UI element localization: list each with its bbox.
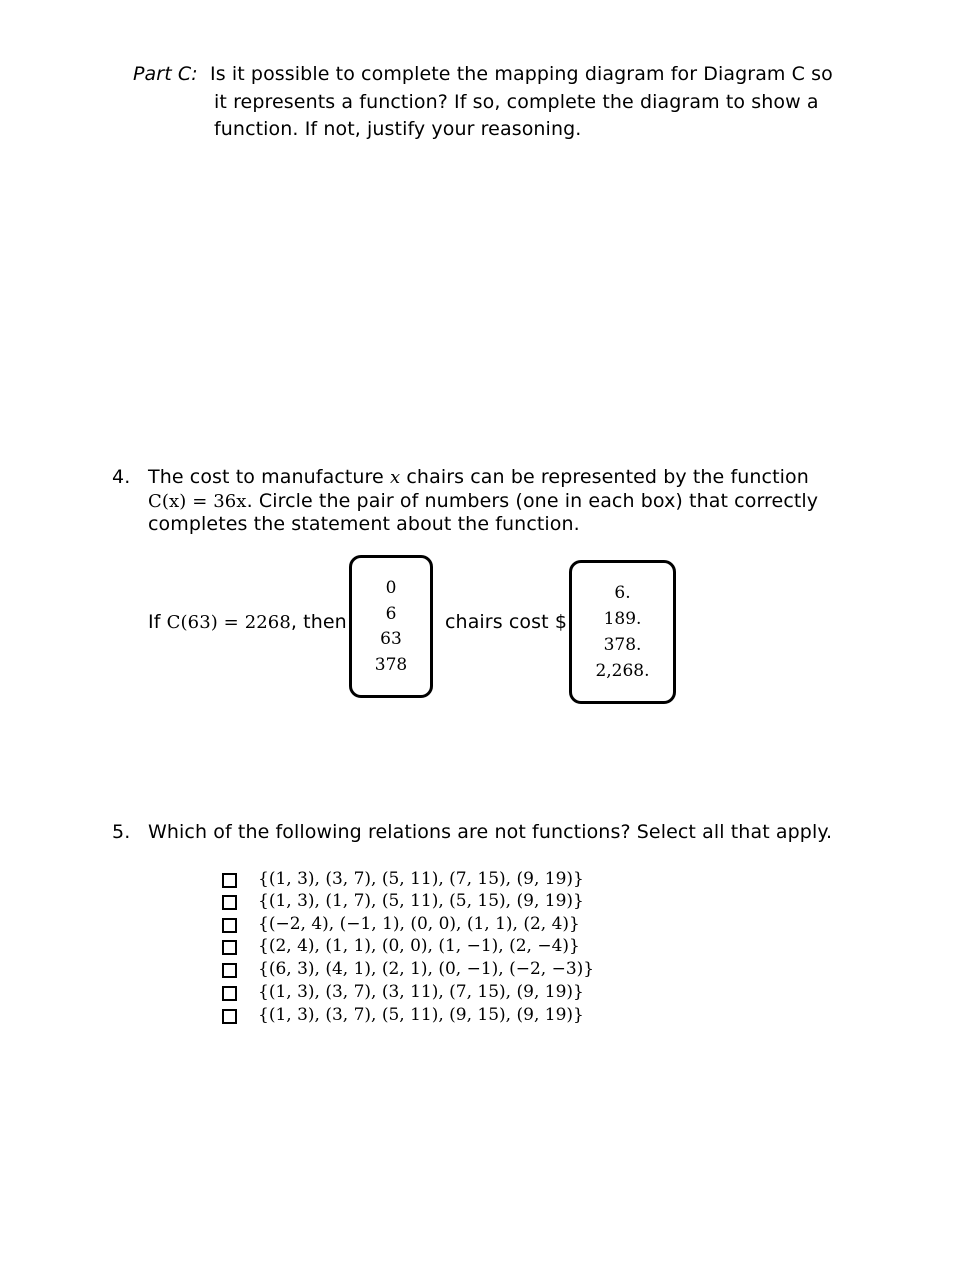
chairs-choice-box: [349, 555, 433, 698]
question-4-line-1: [148, 466, 809, 488]
part-c-prompt-line-3: function. If not, justify your reasoning.: [214, 118, 582, 140]
relation-option-label: {(6, 3), (4, 1), (2, 1), (0, −1), (−2, −3)}: [258, 959, 595, 979]
cost-option[interactable]: 6.: [614, 583, 631, 603]
q4-variable-x: x: [389, 467, 401, 488]
relation-option-label: {(−2, 4), (−1, 1), (0, 0), (1, 1), (2, 4)}: [258, 914, 580, 934]
checkbox-icon[interactable]: [222, 918, 237, 933]
q4-statement-prefix: [148, 611, 347, 633]
chairs-option[interactable]: 0: [385, 578, 397, 598]
q4-statement-middle: chairs cost $: [445, 611, 568, 633]
q4-line1-pre: The cost to manufacture: [148, 466, 390, 488]
relation-option-label: {(1, 3), (1, 7), (5, 11), (5, 15), (9, 19)}: [258, 891, 584, 911]
cost-option[interactable]: 2,268.: [595, 661, 650, 681]
checkbox-icon[interactable]: [222, 1009, 237, 1024]
q4-statement-then: , then: [290, 611, 347, 633]
q4-function-definition: C(x) = 36x: [148, 491, 247, 512]
cost-option[interactable]: 378.: [603, 635, 642, 655]
part-c-prompt-line-1: Is it possible to complete the mapping diagram for Diagram C so: [210, 63, 833, 85]
question-5-number: 5.: [112, 821, 131, 843]
cost-choice-box: [569, 560, 676, 704]
q4-line1-post: chairs can be represented by the function: [400, 466, 809, 488]
part-c-label: Part C:: [133, 63, 198, 85]
part-c-prompt-line-2: it represents a function? If so, complete the diagram to show a: [214, 91, 819, 113]
relation-option-label: {(1, 3), (3, 7), (5, 11), (7, 15), (9, 19)}: [258, 869, 584, 889]
relation-option-label: {(1, 3), (3, 7), (5, 11), (9, 15), (9, 19)}: [258, 1005, 584, 1025]
q4-statement-if: If: [148, 611, 167, 633]
relation-option-label: {(2, 4), (1, 1), (0, 0), (1, −1), (2, −4)}: [258, 936, 580, 956]
checkbox-icon[interactable]: [222, 895, 237, 910]
question-4-line-3: completes the statement about the function.: [148, 513, 580, 535]
chairs-option[interactable]: 378: [374, 655, 408, 675]
checkbox-icon[interactable]: [222, 986, 237, 1001]
q4-line2-post: . Circle the pair of numbers (one in each box) that correctly: [246, 490, 819, 512]
question-4-line-2: [148, 490, 818, 512]
cost-option[interactable]: 189.: [603, 609, 642, 629]
chairs-option[interactable]: 63: [380, 629, 402, 649]
relation-option-label: {(1, 3), (3, 7), (3, 11), (7, 15), (9, 19)}: [258, 982, 584, 1002]
checkbox-icon[interactable]: [222, 940, 237, 955]
question-5-prompt: Which of the following relations are not functions? Select all that apply.: [148, 821, 833, 843]
q4-statement-math: C(63) = 2268: [166, 612, 291, 633]
question-4-number: 4.: [112, 466, 131, 488]
checkbox-icon[interactable]: [222, 873, 237, 888]
checkbox-icon[interactable]: [222, 963, 237, 978]
chairs-option[interactable]: 6: [385, 604, 397, 624]
